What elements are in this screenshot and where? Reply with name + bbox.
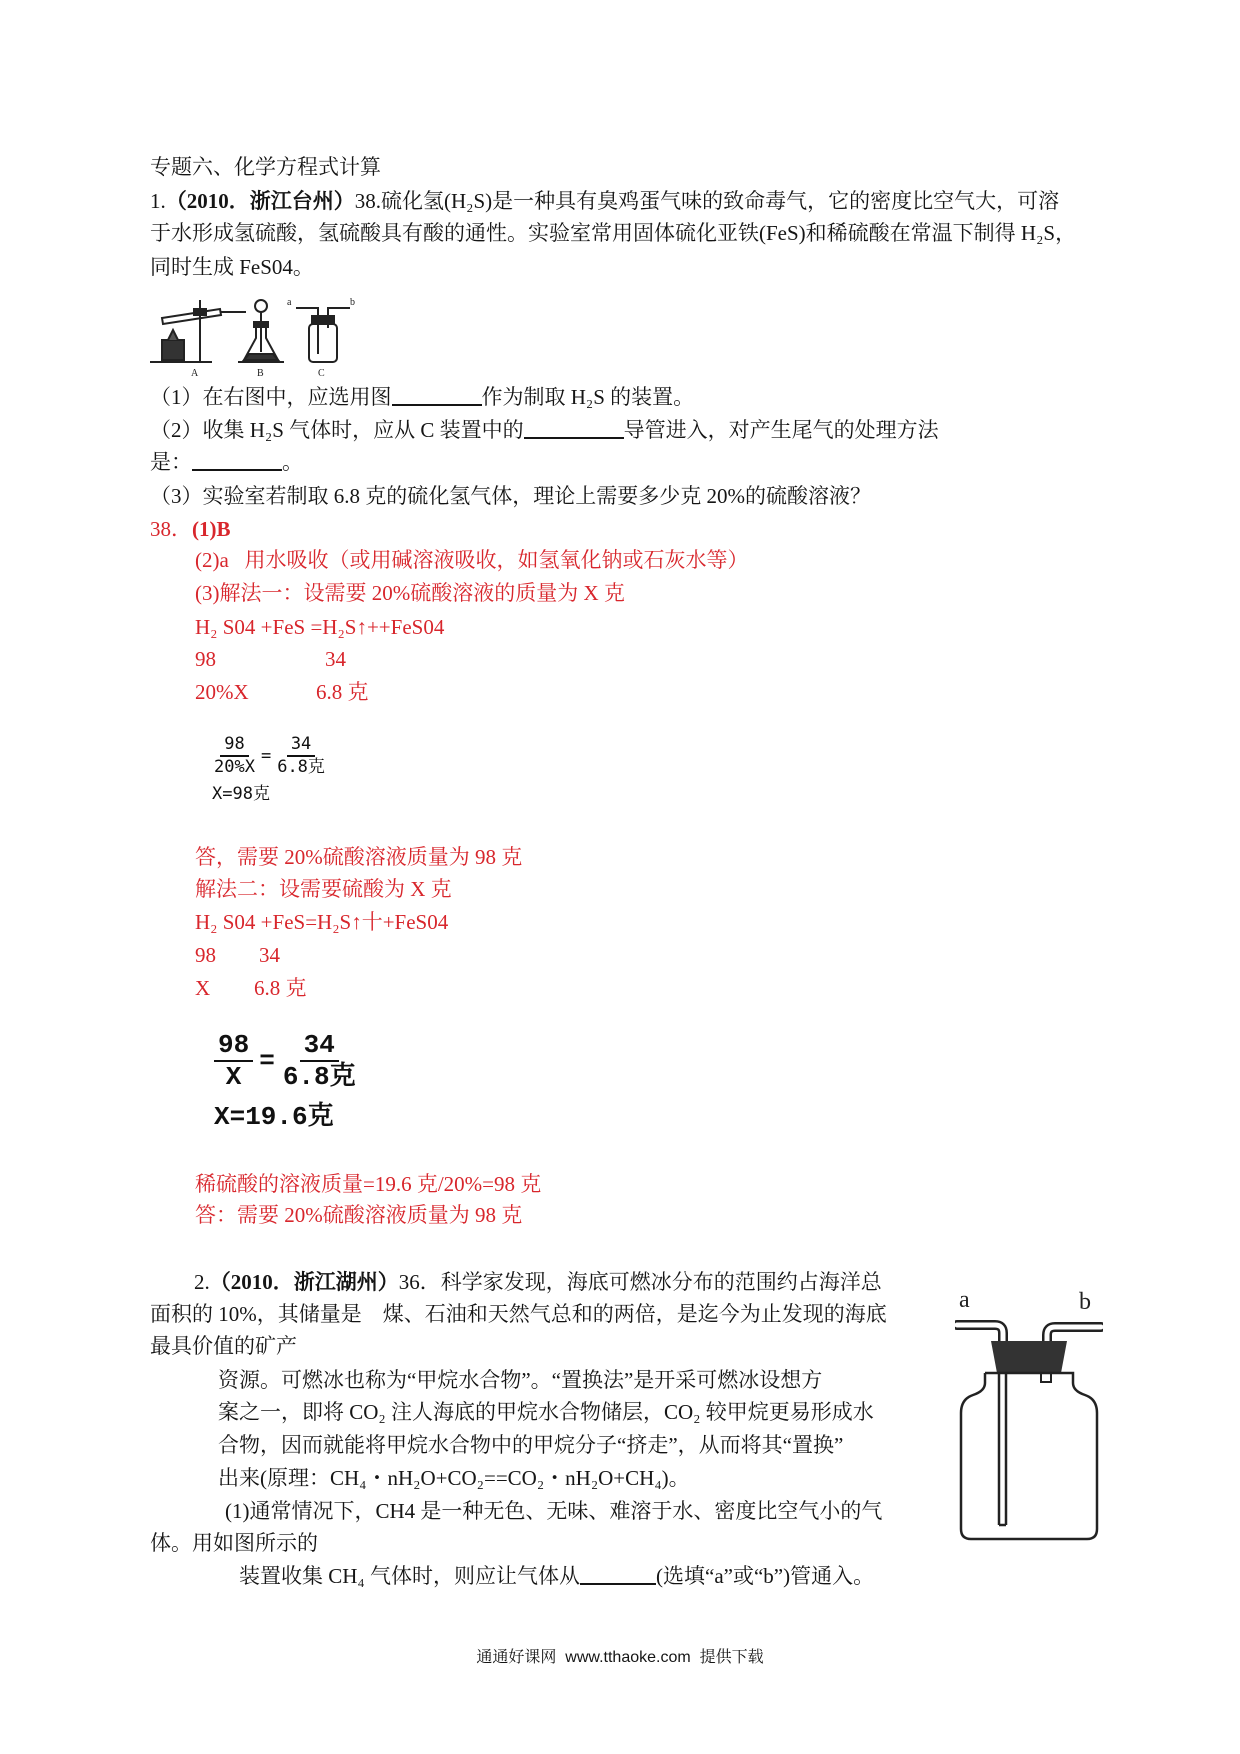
answer1-part1: [150, 518, 231, 540]
fraction-numerator: 34: [287, 734, 315, 757]
fraction-numerator: 34: [300, 1030, 339, 1062]
q1-part2-line2: [150, 451, 303, 473]
answer1-method1-given-left: 20%X: [195, 680, 249, 704]
fraction-denominator: 6.8克: [277, 757, 325, 777]
q1-part1: [150, 386, 694, 408]
figure-tube-b-label: b: [350, 297, 355, 308]
answer1-method1-title: (3)解法一：设需要 20%硫酸溶液的质量为 X 克: [195, 581, 625, 605]
figure-tube-a-label: a: [287, 297, 292, 308]
q1-part3: （3）实验室若制取 6.8 克的硫化氢气体，理论上需要多少克 20%的硫酸溶液？: [150, 484, 871, 508]
equals-sign: =: [259, 1046, 275, 1076]
q1-number: 1.: [150, 189, 166, 213]
answer-blank: [392, 386, 482, 406]
method1-fraction: [212, 734, 327, 805]
fraction-denominator: 20%X: [214, 757, 255, 777]
lab-apparatus-figure: [150, 294, 360, 378]
answer-blank: [192, 451, 282, 471]
q1-part2-line2-end: 。: [282, 450, 303, 474]
answer1-method2-equation: H₂ S04 +FeS=H₂S↑十+FeS04: [195, 910, 449, 934]
q2-line7: 出来(原理：CH₄・nH₂O+CO₂==CO₂・nH₂O+CH₄)。: [218, 1466, 690, 1490]
q2-part1-line2: 体。用如图所示的: [150, 1531, 318, 1555]
answer1-method1-conclusion: 答，需要 20%硫酸溶液质量为 98 克: [195, 845, 523, 869]
q2-source: （2010．浙江湖州）: [209, 1270, 399, 1294]
method2-fraction: [214, 1030, 358, 1132]
answer1-part2: (2)a 用水吸收（或用碱溶液吸收，如氢氧化钠或石灰水等）: [195, 548, 749, 572]
q1-part2-text-end: 导管进入，对产生尾气的处理方法: [623, 418, 939, 442]
page-title: 专题六、化学方程式计算: [150, 155, 381, 179]
q2-part1-line3: [239, 1565, 874, 1587]
answer-blank: [524, 419, 624, 439]
q2-line6: 合物，因而就能将甲烷水合物中的甲烷分子“挤走”，从而将其“置换”: [218, 1433, 844, 1457]
answer1-method2-conclusion: 答：需要 20%硫酸溶液质量为 98 克: [195, 1203, 523, 1227]
answer1-method1-given-right: 6.8 克: [316, 680, 369, 704]
answer1-method2-solution-mass: 稀硫酸的溶液质量=19.6 克/20%=98 克: [195, 1172, 542, 1196]
q1-line3: 同时生成 FeS04。: [150, 255, 314, 279]
q2-part1-text-end: (选填“a”或“b”)管通入。: [656, 1564, 875, 1588]
fraction-denominator: 6.8克: [282, 1062, 356, 1092]
q2-line4: 资源。可燃冰也称为“甲烷水合物”。“置换法”是开采可燃冰设想方: [218, 1368, 823, 1392]
q2-number: 2.: [194, 1270, 210, 1294]
q1-part1-text-end: 作为制取 H₂S 的装置。: [481, 385, 695, 409]
answer1-method2-given-right: 6.8 克: [254, 976, 307, 1000]
q1-part2-text: （2）收集 H₂S 气体时，应从 C 装置中的: [150, 418, 524, 442]
q2-line2: 面积的 10%，其储量是 煤、石油和天然气总和的两倍，是迄今为止发现的海底: [150, 1302, 887, 1326]
answer1-method1-equation: H₂ S04 +FeS =H₂S↑++FeS04: [195, 615, 445, 639]
fraction-numerator: 98: [214, 1030, 253, 1062]
q2-part1-text: 装置收集 CH₄ 气体时，则应让气体从: [239, 1564, 580, 1588]
figure-label-a-upper: A: [191, 368, 199, 378]
q1-line2: 于水形成氢硫酸，氢硫酸具有酸的通性。实验室常用固体硫化亚铁(FeS)和稀硫酸在常温下制得 H₂S，: [150, 221, 1077, 245]
fraction-result: X=98克: [212, 784, 270, 804]
answer1-method1-mass-right: 34: [325, 647, 346, 671]
q1-part2-line2-text: 是：: [150, 450, 192, 474]
bottle-tube-b-label: b: [1079, 1289, 1091, 1315]
q1-source: （2010．浙江台州）: [165, 189, 355, 213]
q1-text: 38.硫化氢(H₂S)是一种具有臭鸡蛋气味的致命毒气，它的密度比空气大，可溶: [354, 189, 1060, 213]
answer1-method2-given-left: X: [195, 976, 211, 1000]
q2-text: 36．科学家发现，海底可燃冰分布的范围约占海洋总: [398, 1270, 882, 1294]
answer1-method2-mass-right: 34: [259, 943, 280, 967]
figure-label-b-upper: B: [257, 368, 264, 378]
fraction-numerator: 98: [220, 734, 248, 757]
answer1-method1-mass-left: 98: [195, 647, 216, 671]
q1-line1: [150, 190, 1059, 212]
fraction-denominator: X: [225, 1062, 242, 1092]
q2-part1-line1: (1)通常情况下，CH4 是一种无色、无味、难溶于水、密度比空气小的气: [225, 1499, 883, 1523]
answer1-part1-text: (1)B: [192, 517, 231, 541]
q1-part1-text: （1）在右图中，应选用图: [150, 385, 392, 409]
fraction-result: X=19.6克: [214, 1102, 334, 1132]
q1-part2: [150, 419, 939, 441]
gas-bottle-figure: [955, 1283, 1103, 1545]
q2-line3: 最具价值的矿产: [150, 1334, 297, 1358]
equals-sign: =: [260, 745, 272, 766]
q2-line5: 案之一，即将 CO₂ 注人海底的甲烷水合物储层，CO₂ 较甲烷更易形成水: [218, 1400, 874, 1424]
answer1-number: 38．: [150, 517, 192, 541]
q2-line1: [194, 1271, 882, 1293]
figure-label-c-upper: C: [318, 368, 325, 378]
answer-blank: [580, 1565, 656, 1585]
answer1-method2-mass-left: 98: [195, 943, 216, 967]
answer1-method2-title: 解法二：设需要硫酸为 X 克: [195, 877, 452, 901]
bottle-tube-a-label: a: [959, 1287, 970, 1313]
page-footer: 通通好课网 www.tthaoke.com 提供下载: [476, 1649, 764, 1666]
